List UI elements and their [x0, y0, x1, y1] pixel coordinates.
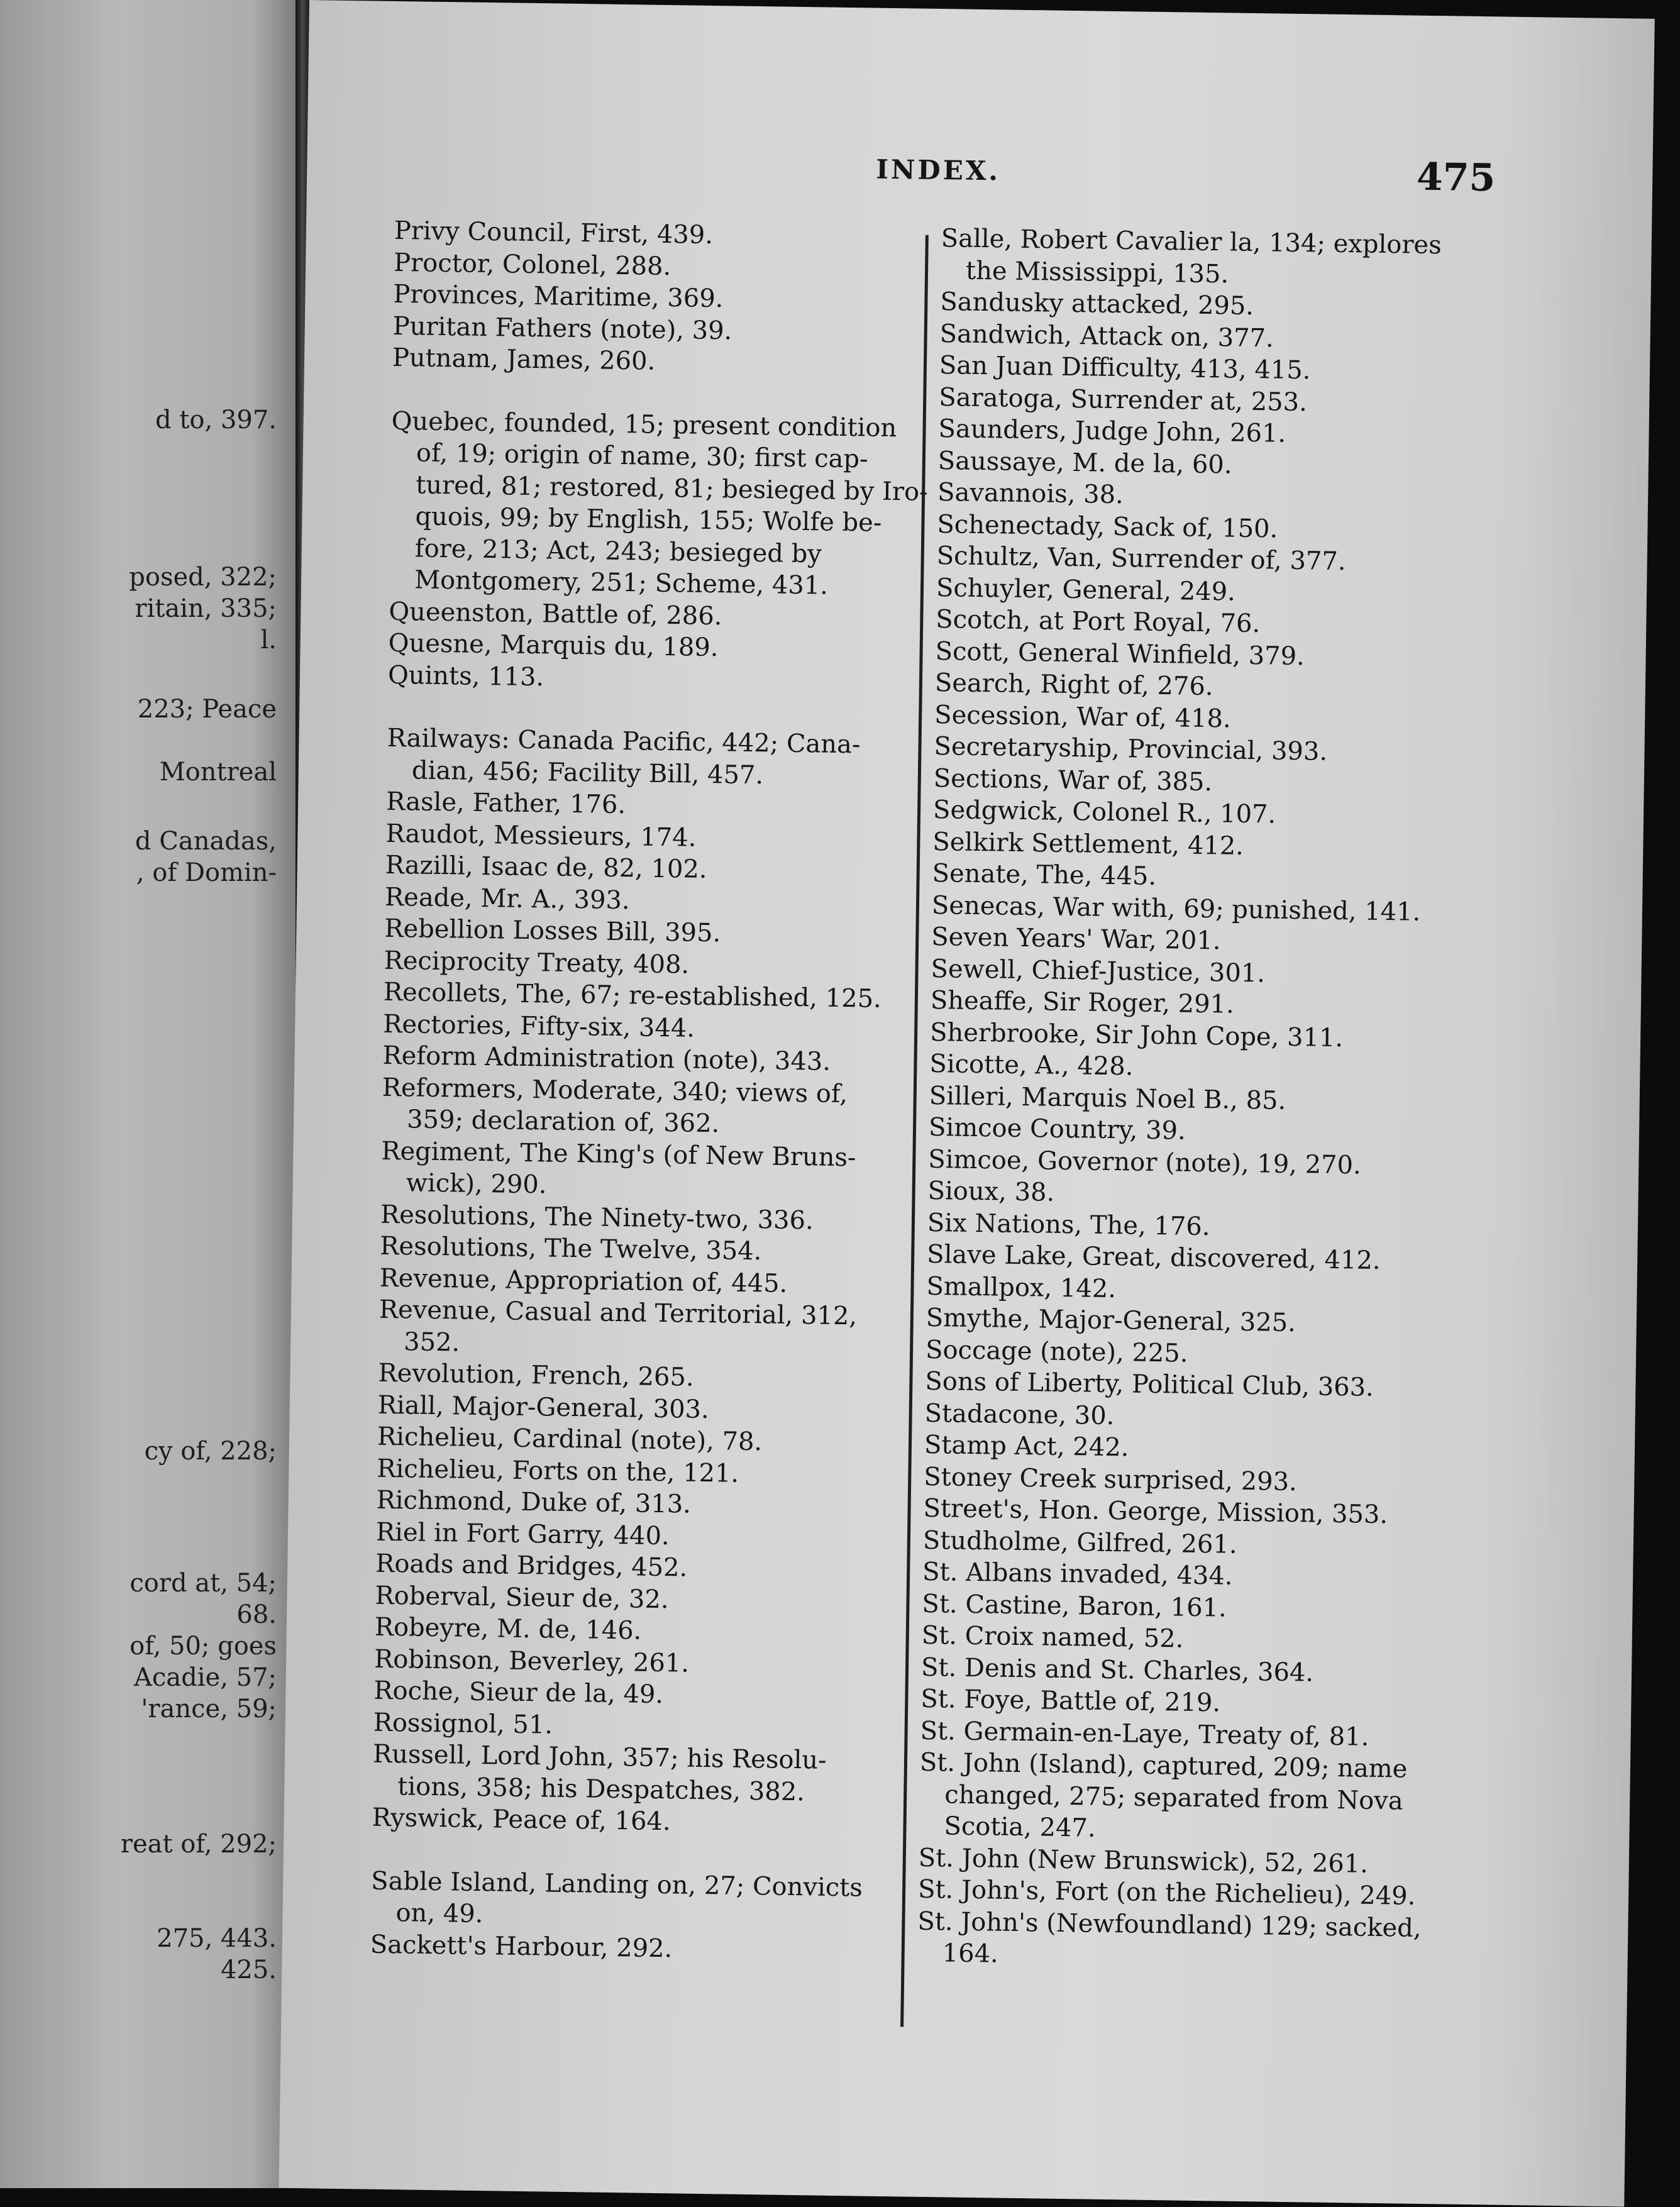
index-entry	[372, 1739, 907, 1810]
index-entry-line: Stamp Act, 242.	[924, 1430, 1129, 1463]
index-entry-line: Saunders, Judge John, 261.	[938, 414, 1286, 448]
previous-page-text-line: of, 50; goes	[130, 1632, 277, 1661]
index-entry-line: Saussaye, M. de la, 60.	[937, 446, 1232, 480]
index-entry-continuation: changed, 275; separated from Nova	[944, 1779, 1404, 1816]
index-entry-line: Scott, General Winfield, 379.	[935, 636, 1305, 671]
index-entry-line: Salle, Robert Cavalier la, 134; explores	[941, 224, 1442, 260]
index-entry-line: Rasle, Father, 176.	[385, 787, 626, 820]
index-entry-line: San Juan Difficulty, 413, 415.	[939, 351, 1311, 385]
index-entry-line: Sandwich, Attack on, 377.	[939, 319, 1274, 353]
index-entry-line: Stadacone, 30.	[924, 1398, 1115, 1430]
previous-page-text-line: 68.	[236, 1600, 277, 1629]
index-entry-continuation: tured, 81; restored, 81; besieged by Iro-	[415, 470, 928, 507]
index-entry-continuation: tions, 358; his Despatches, 382.	[397, 1771, 805, 1806]
previous-page-text-line: cord at, 54;	[130, 1569, 277, 1598]
index-entry-line: Regiment, The King's (of New Bruns-	[381, 1136, 856, 1172]
index-entry-line: Russell, Lord John, 357; his Resolu-	[372, 1739, 827, 1775]
index-entry-line: Revolution, French, 265.	[378, 1358, 694, 1392]
index-entry-line: Railways: Canada Pacific, 442; Cana-	[387, 723, 861, 760]
index-entry-line: Revenue, Casual and Territorial, 312,	[379, 1295, 858, 1331]
index-entry-line: Sackett's Harbour, 292.	[370, 1930, 673, 1963]
index-entry	[370, 1865, 905, 1936]
previous-page-text-line: Montreal	[159, 758, 277, 787]
index-entry-line: St. John (New Brunswick), 52, 261.	[918, 1843, 1369, 1879]
index-entry-line: Scotch, at Port Royal, 76.	[936, 605, 1261, 639]
index-entry-line: Riall, Major-General, 303.	[377, 1390, 710, 1424]
previous-page-fragment	[0, 0, 296, 2188]
index-entry-continuation: quois, 99; by English, 155; Wolfe be-	[415, 502, 882, 538]
index-entry-line: Sicotte, A., 428.	[929, 1049, 1134, 1081]
previous-page-text-line: d to, 397.	[155, 406, 277, 434]
index-entry-continuation: 164.	[942, 1939, 999, 1969]
index-entry-line: Reform Administration (note), 343.	[382, 1041, 831, 1076]
previous-page-text-line: d Canadas,	[135, 827, 277, 856]
index-entry-line: Robeyre, M. de, 146.	[374, 1612, 642, 1646]
index-entry-line: Sioux, 38.	[927, 1176, 1055, 1207]
index-entry-line: Savannois, 38.	[937, 478, 1124, 510]
index-entry-line: Richmond, Duke of, 313.	[376, 1485, 692, 1519]
index-entry-continuation: 359; declaration of, 362.	[406, 1105, 720, 1139]
previous-page-text-line: 275, 443.	[157, 1924, 277, 1953]
index-entry-line: Sedgwick, Colonel R., 107.	[932, 795, 1276, 829]
index-entry-line: Soccage (note), 225.	[925, 1335, 1188, 1368]
index-entry-continuation: wick), 290.	[406, 1168, 547, 1200]
index-entry	[919, 1747, 1467, 1850]
index-entry-line: Smallpox, 142.	[926, 1271, 1117, 1303]
index-entry	[370, 1928, 905, 1967]
index-entry-line: Seven Years' War, 201.	[931, 922, 1221, 956]
index-entry-line: Raudot, Messieurs, 174.	[385, 819, 697, 853]
index-entry-line: Provinces, Maritime, 369.	[393, 279, 724, 314]
index-entry-line: Richelieu, Forts on the, 121.	[377, 1454, 739, 1488]
index-entry-line: Simcoe Country, 39.	[928, 1112, 1186, 1146]
index-entry-line: Puritan Fathers (note), 39.	[392, 311, 732, 345]
index-entry-line: St. Castine, Baron, 161.	[922, 1589, 1227, 1623]
index-entry-line: St. John's (Newfoundland) 129; sacked,	[917, 1906, 1422, 1943]
index-entry-line: Resolutions, The Twelve, 354.	[380, 1231, 762, 1266]
index-entry-line: Razilli, Isaac de, 82, 102.	[385, 850, 707, 884]
index-entry-line: Queenston, Battle of, 286.	[389, 597, 722, 631]
previous-page-text-line: posed, 322;	[129, 563, 277, 592]
index-entry-line: Reade, Mr. A., 393.	[384, 882, 630, 915]
index-entry	[917, 1905, 1464, 1976]
index-entry-line: Street's, Hon. George, Mission, 353.	[923, 1493, 1388, 1530]
index-entry-line: Riel in Fort Garry, 440.	[375, 1517, 670, 1551]
index-entry-line: Rectories, Fifty-six, 344.	[382, 1009, 695, 1043]
index-entry-line: Sections, War of, 385.	[933, 763, 1213, 797]
previous-page-text-line: , of Domin-	[136, 858, 277, 887]
index-entry-line: Resolutions, The Ninety-two, 336.	[380, 1200, 814, 1235]
index-entry-line: Schultz, Van, Surrender of, 377.	[936, 541, 1346, 577]
index-entry-line: Studholme, Gilfred, 261.	[922, 1525, 1237, 1559]
index-entry	[379, 1294, 914, 1365]
index-entry-line: Quebec, founded, 15; present condition	[391, 406, 897, 443]
index-entry-line: Sandusky attacked, 295.	[940, 287, 1254, 321]
index-entry-line: Rebellion Losses Bill, 395.	[384, 914, 721, 948]
index-column-right	[917, 223, 1488, 1976]
index-entry-line: Privy Council, First, 439.	[394, 216, 714, 250]
index-entry-line: Reformers, Moderate, 340; views of,	[382, 1073, 848, 1109]
index-entry-continuation: fore, 213; Act, 243; besieged by	[414, 533, 822, 568]
index-entry-line: St. Albans invaded, 434.	[922, 1557, 1233, 1591]
previous-page-text-line: Acadie, 57;	[133, 1663, 277, 1692]
index-entry-line: Selkirk Settlement, 412.	[932, 827, 1244, 861]
previous-page-text-line: 223; Peace	[137, 695, 277, 724]
previous-page-text-line: 425.	[220, 1955, 277, 1984]
index-entry-line: Sheaffe, Sir Roger, 291.	[930, 985, 1235, 1019]
index-entry	[382, 1071, 917, 1142]
index-entry-line: Quints, 113.	[387, 660, 544, 692]
index-entry-continuation: the Mississippi, 135.	[965, 256, 1229, 289]
index-entry-line: Sable Island, Landing on, 27; Convicts	[370, 1866, 863, 1903]
index-entry	[387, 722, 922, 794]
index-entry-continuation: dian, 456; Facility Bill, 457.	[411, 755, 764, 790]
index-entry	[380, 1135, 915, 1206]
index-entry-line: Sewell, Chief-Justice, 301.	[931, 954, 1266, 988]
scan-border	[1655, 0, 1680, 2188]
index-entry-line: St. Denis and St. Charles, 364.	[920, 1652, 1314, 1688]
index-entry	[941, 223, 1488, 294]
index-entry-line: Roche, Sieur de la, 49.	[373, 1676, 664, 1710]
index-entry-line: Saratoga, Surrender at, 253.	[938, 382, 1308, 417]
index-entry-line: Senecas, War with, 69; punished, 141.	[931, 890, 1421, 927]
index-entry-line: Richelieu, Cardinal (note), 78.	[377, 1422, 763, 1457]
index-entry-line: Roads and Bridges, 452.	[375, 1549, 688, 1583]
index-entry-line: Sons of Liberty, Political Club, 363.	[925, 1366, 1374, 1402]
index-page	[279, 0, 1654, 2207]
previous-page-text-line: 'rance, 59;	[141, 1695, 277, 1723]
page-header	[307, 146, 1496, 213]
previous-page-text-line: cy of, 228;	[144, 1437, 277, 1466]
index-entry-line: Silleri, Marquis Noel B., 85.	[929, 1081, 1286, 1115]
index-entry-continuation: 352.	[403, 1327, 460, 1358]
index-entry-line: St. Croix named, 52.	[921, 1620, 1184, 1654]
index-entry-line: Rossignol, 51.	[373, 1708, 553, 1740]
index-entry-line: Sherbrooke, Sir John Cope, 311.	[929, 1017, 1344, 1053]
index-entry-line: Secretaryship, Provincial, 393.	[934, 731, 1328, 766]
running-head: INDEX.	[875, 153, 1001, 187]
index-entry-line: Slave Lake, Great, discovered, 412.	[926, 1239, 1381, 1275]
index-entry-line: St. Germain-en-Laye, Treaty of, 81.	[920, 1716, 1369, 1752]
index-entry-continuation: of, 19; origin of name, 30; first cap-	[416, 438, 868, 474]
index-entry-line: Quesne, Marquis du, 189.	[388, 628, 719, 663]
index-entry-line: Reciprocity Treaty, 408.	[384, 946, 690, 980]
index-entry-line: Smythe, Major-General, 325.	[926, 1303, 1296, 1338]
index-entry-line: Putnam, James, 260.	[392, 343, 656, 376]
index-entry-line: Ryswick, Peace of, 164.	[372, 1803, 671, 1837]
index-entry-line: Proctor, Colonel, 288.	[393, 248, 671, 281]
index-entry-line: St. John (Island), captured, 209; name	[919, 1747, 1408, 1784]
index-entry-line: Senate, The, 445.	[932, 858, 1157, 891]
index-entry-line: Revenue, Appropriation of, 445.	[379, 1263, 788, 1298]
index-entry-line: St. John's, Fort (on the Richelieu), 249.	[917, 1874, 1416, 1911]
index-entry-line: Schenectady, Sack of, 150.	[937, 509, 1278, 544]
previous-page-text-line: ritain, 335;	[135, 594, 277, 623]
previous-page-text-line: l.	[260, 626, 277, 655]
index-entry-line: Robinson, Beverley, 261.	[373, 1644, 690, 1678]
previous-page-text-line: reat of, 292;	[120, 1830, 277, 1859]
index-entry-line: St. Foye, Battle of, 219.	[920, 1684, 1221, 1718]
index-entry-line: Stoney Creek surprised, 293.	[923, 1462, 1298, 1496]
index-entry-line: Simcoe, Governor (note), 19, 270.	[928, 1144, 1362, 1180]
index-entry-line: Schuyler, General, 249.	[936, 573, 1236, 607]
index-entry-line: Secession, War of, 418.	[934, 700, 1232, 734]
index-entry-continuation: Montgomery, 251; Scheme, 431.	[414, 565, 829, 600]
index-entry-line: Search, Right of, 276.	[934, 668, 1213, 702]
index-entry-continuation: on, 49.	[395, 1898, 484, 1929]
page-number: 475	[1416, 155, 1496, 201]
index-column-left	[370, 215, 929, 1968]
index-entry-continuation: Scotia, 247.	[944, 1812, 1096, 1843]
index-entry-line: Six Nations, The, 176.	[927, 1208, 1210, 1241]
index-entry-line: Recollets, The, 67; re-established, 125.	[383, 977, 882, 1014]
index-entry-line: Roberval, Sieur de, 32.	[375, 1581, 669, 1614]
index-entry	[389, 405, 926, 603]
